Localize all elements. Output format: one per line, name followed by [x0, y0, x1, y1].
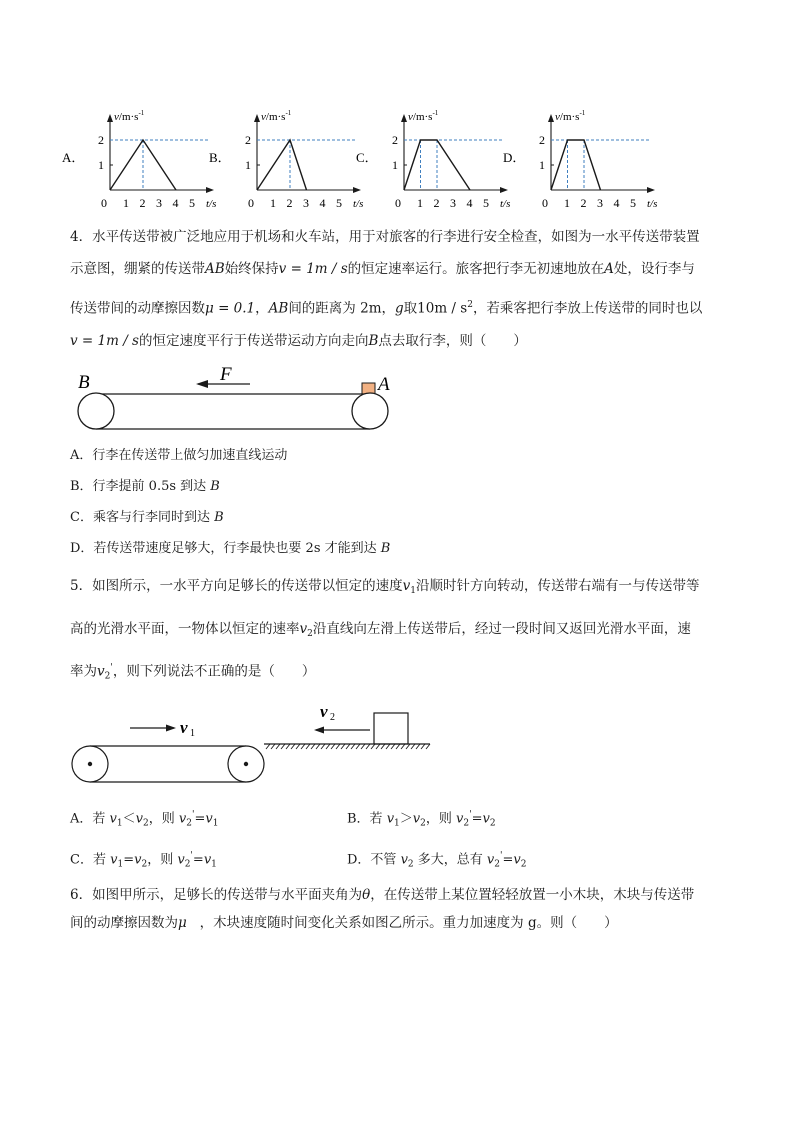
q5-label-v2: v	[320, 702, 328, 721]
vt-series-line	[257, 140, 307, 190]
x-axis-arrow	[500, 187, 508, 193]
q5-figure	[70, 698, 440, 788]
q5-v1-arrow-head	[166, 725, 176, 732]
q4-line3: 传送带间的动摩擦因数μ = 0.1，AB间的距离为 2m，g取$10m / s^2$，若乘客把行李放上传送带的同时也以	[70, 300, 703, 317]
q5-v2-arrow-head	[314, 727, 324, 734]
x-tick-label: 4	[613, 196, 620, 210]
q4-option-d[interactable]: D．若传送带速度足够大，行李最快也要 2s 才能到达 B	[70, 541, 391, 556]
x-axis-label: t/s	[500, 198, 511, 210]
x-tick-label: 5	[630, 196, 636, 210]
x-tick-label: 4	[319, 196, 326, 210]
x-tick-label: 0	[248, 196, 254, 210]
hatch-mark	[351, 744, 355, 749]
x-axis-arrow	[647, 187, 655, 193]
q4-line2: 示意图，绷紧的传送带AB始终保持v = 1m / s的恒定速率运行。旅客把行李无初速地放在A处，设行李与	[70, 261, 695, 277]
y-tick-label: 1	[539, 158, 545, 172]
x-tick-label: 2	[139, 196, 146, 210]
vt-graph-d	[503, 109, 657, 210]
y-tick-label: 1	[98, 158, 104, 172]
q4-label-a: A	[378, 374, 390, 395]
hatch-mark	[271, 744, 275, 749]
vt-graphs	[60, 100, 750, 220]
hatch-mark	[416, 744, 420, 749]
q4-figure	[70, 360, 400, 440]
q5-line3: 率为$v_2'$，则下列说法不正确的是（ ）	[70, 663, 316, 682]
q4-pulley-left	[78, 393, 114, 429]
q4-line4: v = 1m / s的恒定速度平行于传送带运动方向走向B点去取行李，则（ ）	[70, 333, 527, 349]
y-axis-label: $v/m\cdot s^{-1}$	[408, 109, 439, 123]
y-axis-label: $v/m\cdot s^{-1}$	[555, 109, 586, 123]
q5-line2: 高的光滑水平面，一物体以恒定的速率$v_2$沿直线向左滑上传送带后，经过一段时间又返回光滑水平面，速	[70, 621, 691, 639]
hatch-mark	[276, 744, 280, 749]
y-axis-arrow	[548, 114, 554, 122]
x-tick-label: 2	[286, 196, 293, 210]
hatch-mark	[371, 744, 375, 749]
x-tick-label: 1	[270, 196, 276, 210]
hatch-mark	[301, 744, 305, 749]
graph-option-label: D．	[503, 150, 526, 165]
hatch-mark	[406, 744, 410, 749]
hatch-mark	[381, 744, 385, 749]
y-tick-label: 2	[245, 133, 251, 147]
vt-graph-b	[209, 109, 363, 210]
hatch-mark	[401, 744, 405, 749]
q5-option-c[interactable]: C．若 $v_1=v_2$，则 $v_2'=v_1$	[70, 851, 217, 870]
graph-option-label: C．	[356, 150, 378, 165]
q5-label-v1-sub: 1	[190, 728, 195, 739]
hatch-mark	[281, 744, 285, 749]
x-tick-label: 4	[172, 196, 179, 210]
x-axis-arrow	[206, 187, 214, 193]
y-axis-label: $v/m\cdot s^{-1}$	[114, 109, 145, 123]
q5-block	[374, 713, 408, 744]
q5-option-a[interactable]: A．若 $v_1<v_2$，则 $v_2'=v_1$	[70, 810, 219, 829]
x-axis-label: t/s	[647, 198, 658, 210]
vt-graph-c	[356, 109, 510, 210]
hatch-mark	[311, 744, 315, 749]
hatch-mark	[266, 744, 270, 749]
x-tick-label: 3	[303, 196, 309, 210]
y-axis-label: $v/m\cdot s^{-1}$	[261, 109, 292, 123]
hatch-mark	[286, 744, 290, 749]
x-tick-label: 0	[395, 196, 401, 210]
hatch-mark	[331, 744, 335, 749]
hatch-mark	[366, 744, 370, 749]
x-axis-label: t/s	[353, 198, 364, 210]
q4-force-arrow-head	[196, 380, 208, 388]
q4-conveyor-diagram	[70, 360, 400, 440]
hatch-mark	[321, 744, 325, 749]
y-axis-arrow	[254, 114, 260, 122]
q5-line1: 5．如图所示，一水平方向足够长的传送带以恒定的速度$v_1$沿顺时针方向转动，传送带右端有一与传送带等	[70, 578, 700, 596]
y-tick-label: 2	[539, 133, 545, 147]
q5-pulley-left-axle	[88, 762, 92, 766]
hatch-mark	[326, 744, 330, 749]
hatch-mark	[306, 744, 310, 749]
q4-luggage-box	[362, 383, 375, 394]
hatch-mark	[316, 744, 320, 749]
q5-label-v2-sub: 2	[330, 712, 335, 723]
hatch-mark	[296, 744, 300, 749]
y-tick-label: 1	[392, 158, 398, 172]
q5-option-b[interactable]: B．若 $v_1>v_2$，则 $v_2'=v_2$	[347, 810, 496, 829]
q4-option-b[interactable]: B．行李提前 0.5s 到达 B	[70, 479, 220, 494]
x-tick-label: 0	[101, 196, 107, 210]
hatch-mark	[356, 744, 360, 749]
x-tick-label: 2	[580, 196, 587, 210]
graph-option-label: A．	[62, 150, 85, 165]
q4-pulley-right	[352, 393, 388, 429]
x-tick-label: 1	[417, 196, 423, 210]
hatch-mark	[291, 744, 295, 749]
hatch-mark	[426, 744, 430, 749]
x-axis-label: t/s	[206, 198, 217, 210]
y-axis-arrow	[107, 114, 113, 122]
x-axis-arrow	[353, 187, 361, 193]
hatch-mark	[376, 744, 380, 749]
hatch-mark	[346, 744, 350, 749]
q4-option-c[interactable]: C．乘客与行李同时到达 B	[70, 510, 224, 525]
q4-label-f: F	[220, 364, 232, 385]
q5-conveyor-diagram	[70, 698, 440, 788]
q5-label-v1: v	[180, 718, 188, 737]
x-tick-label: 3	[597, 196, 603, 210]
y-axis-arrow	[401, 114, 407, 122]
q4-option-a[interactable]: A．行李在传送带上做匀加速直线运动	[70, 448, 288, 463]
x-tick-label: 5	[189, 196, 195, 210]
x-tick-label: 3	[156, 196, 162, 210]
q4-line1: 4．水平传送带被广泛地应用于机场和火车站，用于对旅客的行李进行安全检查，如图为一水平传送带装置	[70, 229, 700, 245]
x-tick-label: 0	[542, 196, 548, 210]
x-tick-label: 1	[123, 196, 129, 210]
x-tick-label: 2	[433, 196, 440, 210]
q5-surface-hatch	[266, 744, 430, 749]
x-tick-label: 1	[564, 196, 570, 210]
hatch-mark	[396, 744, 400, 749]
x-tick-label: 4	[466, 196, 473, 210]
hatch-mark	[411, 744, 415, 749]
q4-label-b: B	[78, 372, 90, 393]
hatch-mark	[361, 744, 365, 749]
x-tick-label: 5	[483, 196, 489, 210]
graph-option-label: B．	[209, 150, 231, 165]
vt-graph-a	[62, 109, 216, 210]
y-tick-label: 1	[245, 158, 251, 172]
hatch-mark	[386, 744, 390, 749]
q5-option-d[interactable]: D．不管 $v_2$ 多大，总有 $v_2'=v_2$	[347, 851, 527, 870]
hatch-mark	[341, 744, 345, 749]
vt-series-line	[551, 140, 601, 190]
q5-pulley-right-axle	[244, 762, 248, 766]
x-tick-label: 5	[336, 196, 342, 210]
y-tick-label: 2	[98, 133, 104, 147]
hatch-mark	[336, 744, 340, 749]
y-tick-label: 2	[392, 133, 398, 147]
hatch-mark	[391, 744, 395, 749]
hatch-mark	[421, 744, 425, 749]
q6-line1: 6．如图甲所示，足够长的传送带与水平面夹角为θ，在传送带上某位置轻轻放置一小木块，木块与传送带	[70, 887, 695, 903]
x-tick-label: 3	[450, 196, 456, 210]
q6-line2: 间的动摩擦因数为μ ，木块速度随时间变化关系如图乙所示。重力加速度为 g。则（ ）	[70, 915, 618, 931]
graph-options-row	[60, 100, 750, 220]
